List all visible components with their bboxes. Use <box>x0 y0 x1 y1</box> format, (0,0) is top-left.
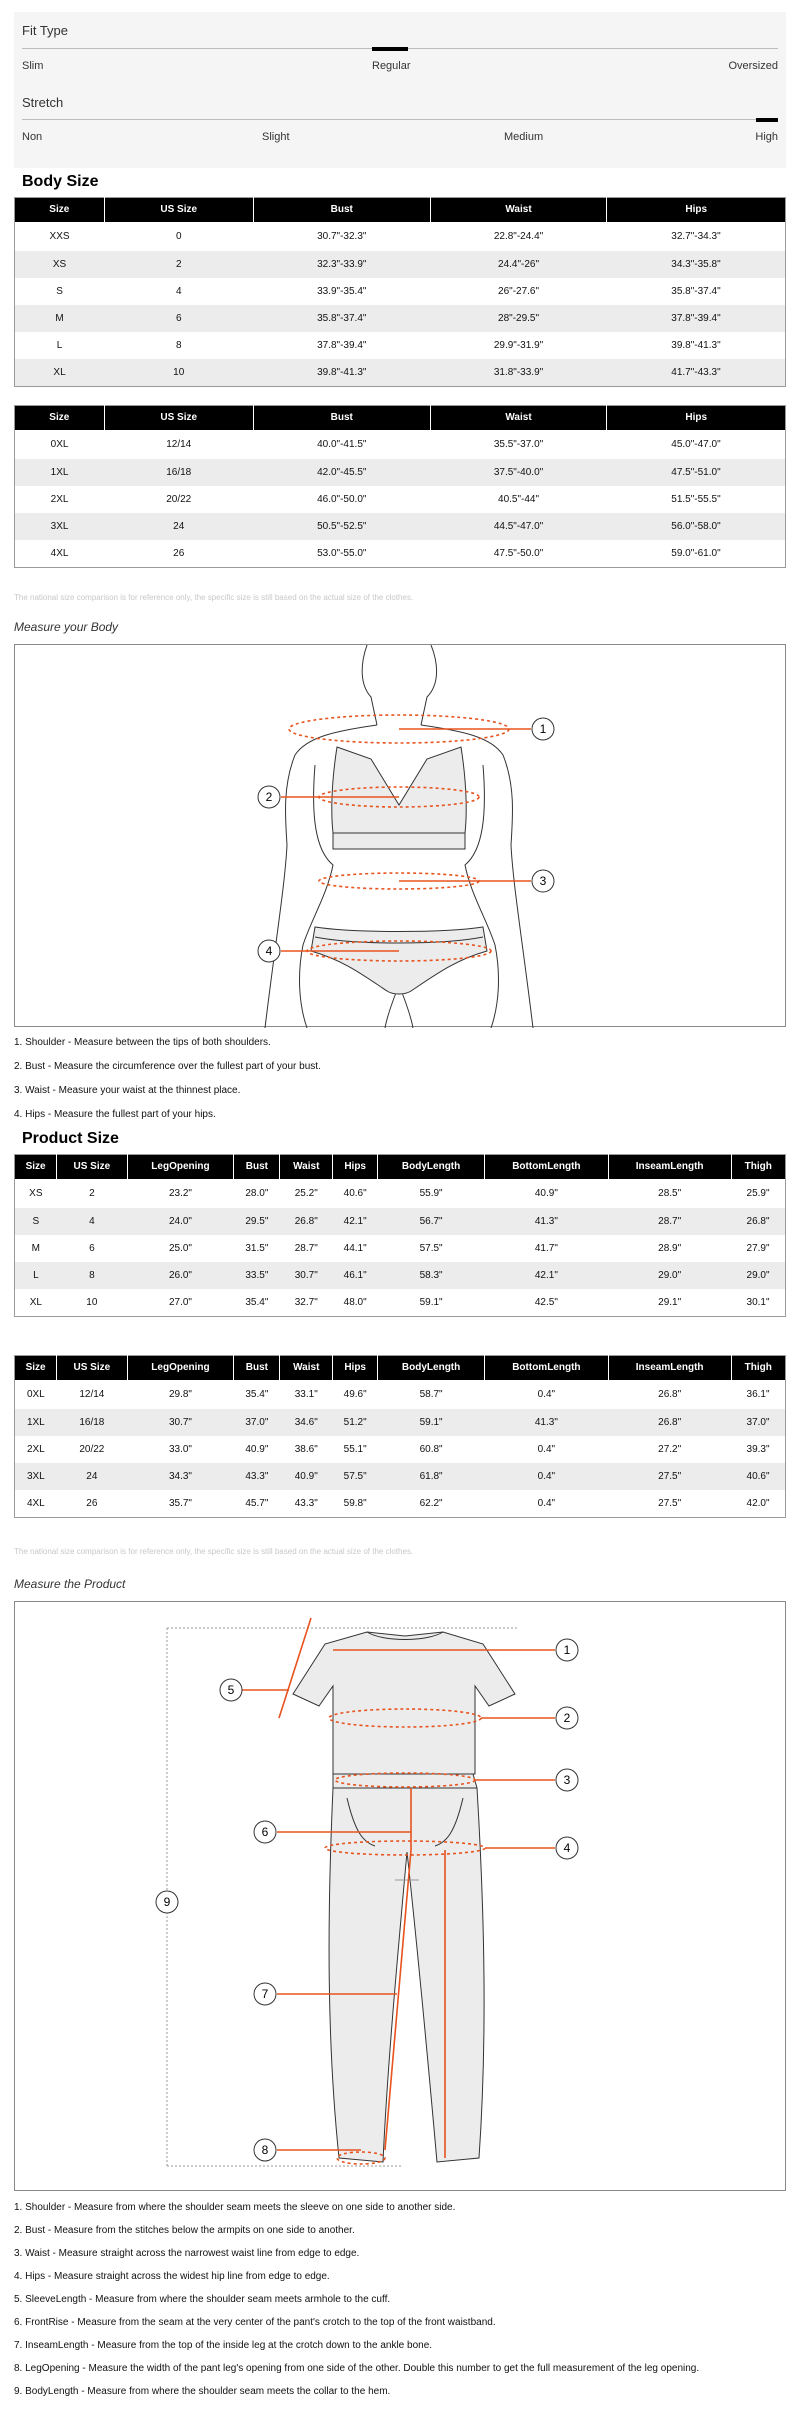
table-cell: 27.2" <box>658 1444 682 1455</box>
size-note: The national size comparison is for reference only, the specific size is still based on the actual size of the clothes. <box>14 1547 414 1556</box>
product-instruction: 5. SleeveLength - Measure from where the shoulder seam meets armhole to the cuff. <box>14 2294 391 2305</box>
table-cell: 23.2" <box>168 1188 192 1199</box>
column-header: BodyLength <box>378 1356 485 1381</box>
column-header: InseamLength <box>608 1356 731 1381</box>
table-cell: 34.3"-35.8" <box>607 251 786 278</box>
marker-6: 6 <box>261 1825 269 1839</box>
table-header-row <box>15 1155 786 1180</box>
fit-type-tick: Regular <box>372 60 411 72</box>
table-cell: 10 <box>86 1297 98 1308</box>
table-cell: 1XL <box>15 459 105 486</box>
table-cell: 2 <box>104 251 253 278</box>
column-header: LegOpening <box>127 1155 234 1180</box>
table-cell: 37.0" <box>731 1409 785 1436</box>
table-cell: 30.1" <box>746 1297 770 1308</box>
fit-type-marker <box>372 47 408 51</box>
table-cell: 28.0" <box>245 1188 269 1199</box>
table-cell: 12/14 <box>79 1389 105 1400</box>
product-instruction: 3. Waist - Measure straight across the narrowest waist line from edge to edge. <box>14 2248 360 2259</box>
table-row <box>15 1262 786 1289</box>
column-header: BodyLength <box>378 1155 485 1180</box>
fit-type-tick: Slim <box>22 60 44 72</box>
table-cell: 36.1" <box>746 1389 770 1400</box>
table-cell: 39.8"-41.3" <box>253 359 430 387</box>
table-cell: 35.5"-37.0" <box>493 439 544 450</box>
measure-body-caption: Measure your Body <box>14 620 119 634</box>
product-instruction: 4. Hips - Measure straight across the widest hip line from edge to edge. <box>14 2271 330 2282</box>
table-cell: M <box>31 1243 41 1254</box>
table-cell: 45.7" <box>245 1498 269 1509</box>
table-cell: 35.8"-37.4" <box>253 305 430 332</box>
table-cell: 35.7" <box>168 1498 192 1509</box>
table-cell: 57.5" <box>333 1463 378 1490</box>
column-header: Thigh <box>731 1356 785 1381</box>
stretch-label: Stretch <box>22 95 64 110</box>
column-header: Thigh <box>731 1155 785 1180</box>
marker-7: 7 <box>261 1987 269 2001</box>
table-cell: 1XL <box>15 1409 57 1436</box>
table-row <box>15 1490 786 1518</box>
table-cell: 0XL <box>26 1389 45 1400</box>
table-cell: 6 <box>104 305 253 332</box>
table-cell: 42.0"-45.5" <box>253 459 430 486</box>
table-cell: 42.0" <box>746 1498 770 1509</box>
column-header: BottomLength <box>485 1155 609 1180</box>
table-cell: 53.0"-55.0" <box>317 548 367 559</box>
table-cell: 26.0" <box>127 1262 234 1289</box>
table-cell: 43.3" <box>294 1498 318 1509</box>
column-header: Size <box>15 198 105 223</box>
table-cell: 28.9" <box>658 1243 682 1254</box>
size-note: The national size comparison is for reference only, the specific size is still based on the actual size of the clothes. <box>14 593 414 602</box>
table-cell: 3XL <box>15 1463 57 1490</box>
table-cell: 40.6" <box>731 1463 785 1490</box>
table-cell: L <box>15 1262 57 1289</box>
product-instruction: 6. FrontRise - Measure from the seam at the very center of the pant's crotch to the top of the front waistband. <box>14 2317 496 2328</box>
table-cell: 39.8"-41.3" <box>671 340 721 351</box>
table-cell: XXS <box>49 231 70 242</box>
table-cell: 0.4" <box>537 1498 556 1509</box>
table-row <box>15 540 786 568</box>
table-cell: 4XL <box>26 1498 45 1509</box>
table-row <box>15 1409 786 1436</box>
fit-type-label: Fit Type <box>22 23 69 38</box>
table-cell: 43.3" <box>234 1463 280 1490</box>
table-cell: 35.4" <box>245 1389 269 1400</box>
stretch-tick: Medium <box>504 131 544 143</box>
table-row <box>15 222 786 251</box>
table-cell: 37.8"-39.4" <box>317 340 367 351</box>
body-illustration <box>15 645 787 1028</box>
table-row <box>15 486 786 513</box>
column-header: Hips <box>333 1155 378 1180</box>
column-header: US Size <box>104 198 253 223</box>
table-cell: 2XL <box>50 494 69 505</box>
table-row <box>15 251 786 278</box>
body-instruction: 1. Shoulder - Measure between the tips of both shoulders. <box>14 1037 271 1048</box>
column-header: Bust <box>253 198 430 223</box>
column-header: US Size <box>57 1356 127 1381</box>
table-cell: 58.7" <box>419 1389 443 1400</box>
table-header-row <box>15 406 786 431</box>
column-header: Waist <box>430 406 607 431</box>
table-row <box>15 430 786 459</box>
table-cell: 45.0"-47.0" <box>671 439 721 450</box>
table-cell: 31.5" <box>245 1243 269 1254</box>
table-cell: 61.8" <box>378 1463 485 1490</box>
product-instruction: 1. Shoulder - Measure from where the shoulder seam meets the sleeve on one side to another side. <box>14 2202 456 2213</box>
table-cell: 29.9"-31.9" <box>493 340 544 351</box>
marker-3: 3 <box>563 1773 571 1787</box>
table-cell: 42.1" <box>485 1262 609 1289</box>
measure-product-caption: Measure the Product <box>14 1577 126 1591</box>
table-cell: XS <box>29 1188 43 1199</box>
stretch-tick: Slight <box>262 131 290 143</box>
table-cell: 51.5"-55.5" <box>671 494 721 505</box>
table-cell: 57.5" <box>419 1243 443 1254</box>
table-cell: 49.6" <box>343 1389 367 1400</box>
column-header: US Size <box>57 1155 127 1180</box>
table-cell: 28"-29.5" <box>430 305 607 332</box>
table-cell: 42.5" <box>534 1297 558 1308</box>
body-instruction: 4. Hips - Measure the fullest part of your hips. <box>14 1109 216 1120</box>
table-cell: 47.5"-51.0" <box>607 459 786 486</box>
table-cell: 8 <box>175 340 182 351</box>
product-size-table-plus <box>14 1355 786 1518</box>
table-cell: 27.5" <box>608 1463 731 1490</box>
table-cell: 41.3" <box>485 1409 609 1436</box>
table-cell: 26.8" <box>658 1389 682 1400</box>
table-cell: 26.8" <box>731 1208 785 1235</box>
table-cell: 41.7"-43.3" <box>607 359 786 387</box>
column-header: Bust <box>234 1155 280 1180</box>
table-cell: 33.5" <box>234 1262 280 1289</box>
table-cell: 25.9" <box>746 1188 770 1199</box>
table-cell: 24 <box>57 1463 127 1490</box>
body-size-table <box>14 197 786 387</box>
marker-4: 4 <box>265 944 273 958</box>
table-row <box>15 1235 786 1262</box>
table-cell: 59.0"-61.0" <box>671 548 721 559</box>
table-cell: 4 <box>57 1208 127 1235</box>
table-cell: 35.8"-37.4" <box>671 286 721 297</box>
column-header: Hips <box>607 198 786 223</box>
table-cell: 4XL <box>50 548 69 559</box>
table-cell: 33.9"-35.4" <box>317 286 367 297</box>
table-cell: 46.1" <box>333 1262 378 1289</box>
table-cell: 62.2" <box>419 1498 443 1509</box>
table-cell: 4 <box>175 286 182 297</box>
table-cell: 0.4" <box>537 1444 556 1455</box>
table-cell: 29.8" <box>168 1389 192 1400</box>
table-cell: 25.2" <box>294 1188 318 1199</box>
table-cell: 24.4"-26" <box>430 251 607 278</box>
table-cell: XL <box>29 1297 42 1308</box>
table-cell: 30.7" <box>127 1409 234 1436</box>
product-illustration <box>15 1602 787 2192</box>
table-cell: 12/14 <box>166 439 192 450</box>
table-cell: 40.6" <box>343 1188 367 1199</box>
table-cell: 8 <box>57 1262 127 1289</box>
table-cell: 20/22 <box>79 1444 105 1455</box>
table-cell: 31.8"-33.9" <box>430 359 607 387</box>
table-cell: 39.3" <box>746 1444 770 1455</box>
table-cell: 41.3" <box>485 1208 609 1235</box>
table-cell: 34.3" <box>127 1463 234 1490</box>
fit-type-tick: Oversized <box>728 60 778 72</box>
column-header: Waist <box>280 1155 333 1180</box>
product-instruction: 9. BodyLength - Measure from where the shoulder seam meets the collar to the hem. <box>14 2386 391 2397</box>
table-cell: 56.7" <box>378 1208 485 1235</box>
table-row <box>15 278 786 305</box>
table-cell: 26 <box>86 1498 98 1509</box>
table-cell: 60.8" <box>419 1444 443 1455</box>
column-header: US Size <box>104 406 253 431</box>
table-cell: 28.5" <box>658 1188 682 1199</box>
table-row <box>15 305 786 332</box>
table-cell: S <box>15 1208 57 1235</box>
table-cell: 59.1" <box>419 1297 443 1308</box>
marker-5: 5 <box>227 1683 235 1697</box>
table-cell: 56.0"-58.0" <box>607 513 786 540</box>
product-measure-figure <box>14 1601 786 2191</box>
body-instruction: 2. Bust - Measure the circumference over the fullest part of your bust. <box>14 1061 321 1072</box>
table-cell: 33.0" <box>168 1444 192 1455</box>
table-cell: 37.8"-39.4" <box>607 305 786 332</box>
table-cell: 40.0"-41.5" <box>317 439 367 450</box>
table-cell: 55.9" <box>419 1188 443 1199</box>
table-cell: 51.2" <box>333 1409 378 1436</box>
table-cell: 40.9" <box>534 1188 558 1199</box>
table-cell: 16/18 <box>57 1409 127 1436</box>
stretch-tick: High <box>755 131 778 143</box>
table-header-row <box>15 198 786 223</box>
table-cell: M <box>15 305 105 332</box>
table-row <box>15 1436 786 1463</box>
table-cell: L <box>56 340 63 351</box>
body-measure-figure <box>14 644 786 1027</box>
table-cell: 32.7"-34.3" <box>671 231 721 242</box>
column-header: LegOpening <box>127 1356 234 1381</box>
table-cell: 27.9" <box>746 1243 770 1254</box>
marker-8: 8 <box>261 2143 269 2157</box>
table-cell: 3XL <box>15 513 105 540</box>
table-row <box>15 1179 786 1208</box>
table-cell: 50.5"-52.5" <box>253 513 430 540</box>
table-header-row <box>15 1356 786 1381</box>
table-cell: 22.8"-24.4" <box>493 231 544 242</box>
table-cell: 40.5"-44" <box>498 494 540 505</box>
table-cell: 40.9" <box>245 1444 269 1455</box>
table-cell: 48.0" <box>343 1297 367 1308</box>
table-row <box>15 459 786 486</box>
table-cell: 20/22 <box>166 494 192 505</box>
table-cell: 0.4" <box>537 1389 556 1400</box>
table-row <box>15 1208 786 1235</box>
table-cell: 38.6" <box>294 1444 318 1455</box>
table-cell: 42.1" <box>333 1208 378 1235</box>
product-size-table <box>14 1154 786 1317</box>
column-header: Waist <box>430 198 607 223</box>
table-cell: 0 <box>175 231 182 242</box>
stretch-marker <box>756 118 778 122</box>
table-row <box>15 1380 786 1409</box>
product-size-title: Product Size <box>22 1130 119 1147</box>
table-cell: 28.7" <box>608 1208 731 1235</box>
body-size-table-plus <box>14 405 786 568</box>
table-cell: 24.0" <box>127 1208 234 1235</box>
stretch-tick: Non <box>22 131 43 143</box>
table-cell: 37.5"-40.0" <box>430 459 607 486</box>
table-cell: XL <box>15 359 105 387</box>
table-cell: 30.7" <box>280 1262 333 1289</box>
table-cell: 27.5" <box>658 1498 682 1509</box>
product-instruction: 8. LegOpening - Measure the width of the pant leg's opening from one side of the other. Double this number to get the full measurement of the leg opening. <box>14 2363 700 2374</box>
column-header: Size <box>15 1356 57 1381</box>
table-cell: 46.0"-50.0" <box>317 494 367 505</box>
table-cell: 33.1" <box>294 1389 318 1400</box>
column-header: Size <box>15 406 105 431</box>
marker-1: 1 <box>563 1643 571 1657</box>
table-cell: S <box>56 286 63 297</box>
stretch-scale <box>22 119 778 120</box>
table-cell: 2 <box>89 1188 95 1199</box>
product-instruction: 2. Bust - Measure from the stitches below the armpits on one side to another. <box>14 2225 355 2236</box>
marker-9: 9 <box>163 1895 171 1909</box>
table-cell: 28.7" <box>294 1243 318 1254</box>
table-cell: 55.1" <box>343 1444 367 1455</box>
table-row <box>15 1463 786 1490</box>
marker-2: 2 <box>563 1711 571 1725</box>
table-cell: 40.9" <box>280 1463 333 1490</box>
table-cell: 29.5" <box>234 1208 280 1235</box>
table-cell: 34.6" <box>280 1409 333 1436</box>
table-cell: 30.7"-32.3" <box>317 231 367 242</box>
table-cell: 29.0" <box>731 1262 785 1289</box>
table-cell: 29.0" <box>608 1262 731 1289</box>
table-cell: 44.5"-47.0" <box>430 513 607 540</box>
table-cell: 25.0" <box>168 1243 192 1254</box>
table-row <box>15 359 786 387</box>
table-cell: 0.4" <box>485 1463 609 1490</box>
table-cell: 59.8" <box>343 1498 367 1509</box>
table-cell: 26.8" <box>280 1208 333 1235</box>
table-row <box>15 513 786 540</box>
table-cell: 26"-27.6" <box>498 286 540 297</box>
table-row <box>15 1289 786 1317</box>
table-cell: 6 <box>89 1243 95 1254</box>
table-cell: 32.7" <box>294 1297 318 1308</box>
table-cell: 35.4" <box>245 1297 269 1308</box>
table-cell: 10 <box>104 359 253 387</box>
table-cell: 29.1" <box>658 1297 682 1308</box>
table-cell: 24 <box>104 513 253 540</box>
body-size-title: Body Size <box>22 173 99 190</box>
table-cell: XS <box>15 251 105 278</box>
marker-4: 4 <box>563 1841 571 1855</box>
marker-2: 2 <box>265 790 273 804</box>
marker-3: 3 <box>539 874 547 888</box>
table-row <box>15 332 786 359</box>
table-cell: 32.3"-33.9" <box>253 251 430 278</box>
table-cell: 59.1" <box>378 1409 485 1436</box>
product-instruction: 7. InseamLength - Measure from the top of the inside leg at the crotch down to the ankle bone. <box>14 2340 433 2351</box>
column-header: Waist <box>280 1356 333 1381</box>
table-cell: 47.5"-50.0" <box>493 548 544 559</box>
column-header: Size <box>15 1155 57 1180</box>
table-cell: 41.7" <box>534 1243 558 1254</box>
table-cell: 27.0" <box>168 1297 192 1308</box>
column-header: Bust <box>234 1356 280 1381</box>
table-cell: 0XL <box>50 439 69 450</box>
table-cell: 26.8" <box>608 1409 731 1436</box>
fit-panel <box>14 12 786 168</box>
table-cell: 16/18 <box>104 459 253 486</box>
column-header: BottomLength <box>485 1356 609 1381</box>
body-instruction: 3. Waist - Measure your waist at the thinnest place. <box>14 1085 241 1096</box>
table-cell: 37.0" <box>234 1409 280 1436</box>
table-cell: 44.1" <box>343 1243 367 1254</box>
table-cell: 2XL <box>26 1444 45 1455</box>
column-header: Hips <box>607 406 786 431</box>
table-cell: 26 <box>173 548 185 559</box>
column-header: InseamLength <box>608 1155 731 1180</box>
marker-1: 1 <box>539 722 547 736</box>
column-header: Hips <box>333 1356 378 1381</box>
column-header: Bust <box>253 406 430 431</box>
table-cell: 58.3" <box>378 1262 485 1289</box>
